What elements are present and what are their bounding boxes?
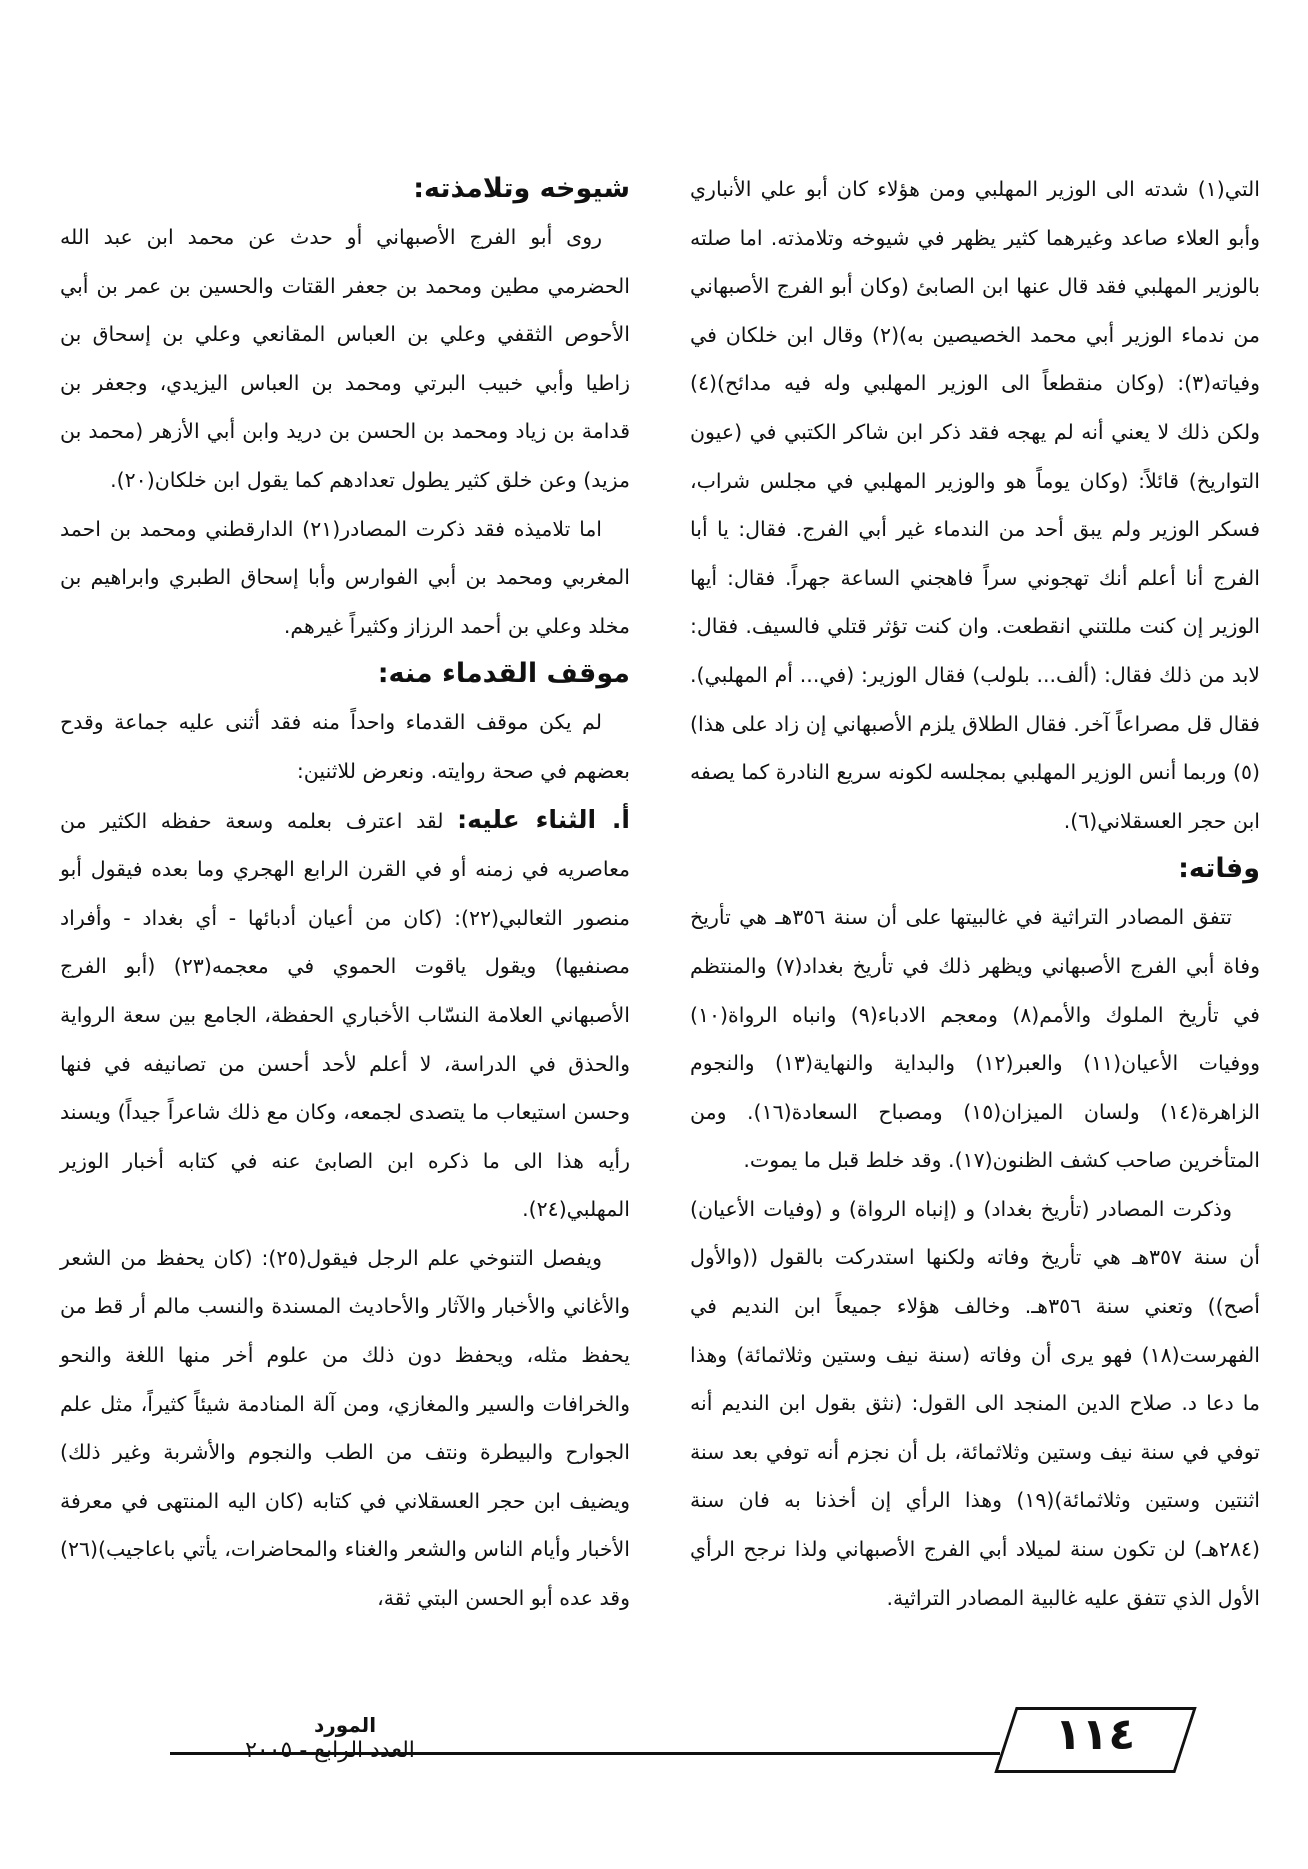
page-number: ١١٤ [1054,1709,1136,1760]
journal-name: المورد [313,1713,377,1737]
issue-info: العدد الرابع - ٢٠٠٥ [245,1738,415,1763]
paragraph: روى أبو الفرج الأصبهاني أو حدث عن محمد ابن عبد الله الحضرمي مطين ومحمد بن جعفر القتات والحسين بن عمر بن أبي الأحوص الثقفي وعلي بن العباس المقانعي وعلي بن إسحاق بن زاطيا وأبي خبيب البرتي ومحمد بن العباس اليزيدي، وجعفر بن قدامة بن زياد ومحمد بن الحسن بن دريد وابن أبي الأزهر (محمد بن مزيد) وعن خلق كثير يطول تعدادهم كما يقول ابن خلكان(٢٠). [60,225,630,492]
right-column [690,165,1260,1622]
left-column [60,165,630,1623]
paragraph: تتفق المصادر التراثية في غالبيتها على أن سنة ٣٥٦هـ هي تأريخ وفاة أبي الفرج الأصبهاني ويظهر ذلك في تأريخ بغداد(٧) والمنتظم في تأريخ الملوك والأمم(٨) ومعجم الادباء(٩) وانباه الرواة(١٠) ووفيات الأعيان(١١) والعبر(١٢) والبداية والنهاية(١٣) والنجوم الزاهرة(١٤) ولسان الميزان(١٥) ومصباح السعادة(١٦). ومن المتأخرين صاحب كشف الظنون(١٧). وقد خلط قبل ما يموت. [690,905,1260,1173]
paragraph: التي(١) شدته الى الوزير المهلبي ومن هؤلاء كان أبو علي الأنباري وأبو العلاء صاعد وغيرهما كثير يظهر في شيوخه وتلامذته. اما صلته بالوزير المهلبي فقد قال عنها ابن الصابئ (وكان أبو الفرج الأصبهاني من ندماء الوزير أبي محمد الخصيصين به)(٢) وقال ابن خلكان في وفياته(٣): (وكان منقطعاً الى الوزير المهلبي وله فيه مدائح)(٤) ولكن ذلك لا يعني أنه لم يهجه فقد ذكر ابن شاكر الكتبي في (عيون التواريخ) قائلاً: (وكان يوماً هو والوزير المهلبي في مجلس شراب، فسكر الوزير ولم يبق أحد من الندماء غير أبي الفرج. فقال: يا أبا الفرج أنا أعلم أنك تهجوني سراً فاهجني الساعة جهراً. فقال: أيها الوزير إن كنت مللتني انقطعت. وان كنت تؤثر قتلي فالسيف. فقال: لابد من ذلك فقال: (ألف... بلولب) فقال الوزير: (في... أم المهلبي). فقال قل مصراعاً آخر. فقال الطلاق يلزم الأصبهاني إن زاد على هذا)(٥) وربما أنس الوزير المهلبي بمجلسه لكونه سريع النادرة كما يصفه ابن حجر العسقلاني(٦). [690,177,1260,833]
paragraph: اما تلاميذه فقد ذكرت المصادر(٢١) الدارقطني ومحمد بن احمد المغربي ومحمد بن أبي الفوارس وأبا إسحاق الطبري وابراهيم بن مخلد وعلي بن أحمد الرزاز وكثيراً غيرهم. [60,516,630,638]
paragraph: وذكرت المصادر (تأريخ بغداد) و (إنباه الرواة) و (وفيات الأعيان) أن سنة ٣٥٧هـ هي تأريخ وفاته ولكنها استدركت بالقول ((والأول أصح)) وتعني سنة ٣٥٦هـ. وخالف هؤلاء جميعاً ابن النديم في الفهرست(١٨) فهو يرى أن وفاته (سنة نيف وستين وثلاثمائة) وهذا ما دعا د. صلاح الدين المنجد الى القول: (نثق بقول ابن النديم أنه توفي في سنة نيف وستين وثلاثمائة، بل أن نجزم أنه توفي بعد سنة اثنتين وستين وثلاثمائة)(١٩) وهذا الرأي إن أخذنا به فان سنة (٢٨٤هـ) لن تكون سنة لميلاد أبي الفرج الأصبهاني ولذا نرجح الرأي الأول الذي تتفق عليه غالبية المصادر التراثية. [690,1196,1260,1610]
section-heading-stance: موقف القدماء منه: [377,658,630,690]
paragraph [60,796,630,1234]
section-heading-death: وفاته: [1178,853,1260,885]
paragraph-text: لقد اعترف بعلمه وسعة حفظه الكثير من معاصريه في زمنه أو في القرن الرابع الهجري وما بعده فيقول أبو منصور الثعالبي(٢٢): (كان من أعيان أدبائها - أي بغداد - وأفراد مصنفيها) ويقول ياقوت الحموي في معجمه(٢٣) (أبو الفرج الأصبهاني العلامة النسّاب الأخباري الحفظة، الجامع بين سعة الرواية والحذق في الدراسة، لا أعلم لأحد أحسن من تصانيفه في فنها وحسن استيعاب ما يتصدى لجمعه، وكان مع ذلك شاعراً جيداً) ويسند رأيه هذا الى ما ذكره ابن الصابئ عنه في كتابه أخبار الوزير المهلبي(٢٤). [60,808,630,1222]
paragraph: لم يكن موقف القدماء واحداً منه فقد أثنى عليه جماعة وقدح بعضهم في صحة روايته. ونعرض للاثنين: [60,710,630,783]
section-heading-teachers: شيوخه وتلامذته: [413,173,630,204]
run-in-heading: أ. الثناء عليه: [457,804,630,834]
paragraph: ويفصل التنوخي علم الرجل فيقول(٢٥): (كان يحفظ من الشعر والأغاني والأخبار والآثار والأحاديث المسندة والنسب مالم أر قط من يحفظ مثله، ويحفظ دون ذلك من علوم أخر منها اللغة والنحو والخرافات والسير والمغازي، ومن آلة المنادمة شيئاً كثيراً، مثل علم الجوارح والبيطرة ونتف من الطب والنجوم والأشربة وغير ذلك) ويضيف ابن حجر العسقلاني في كتابه (كان اليه المنتهى في معرفة الأخبار وأيام الناس والشعر والغناء والمحاضرات، يأتي باعاجيب)(٢٦) وقد عده أبو الحسن البتي ثقة، [60,1245,630,1611]
